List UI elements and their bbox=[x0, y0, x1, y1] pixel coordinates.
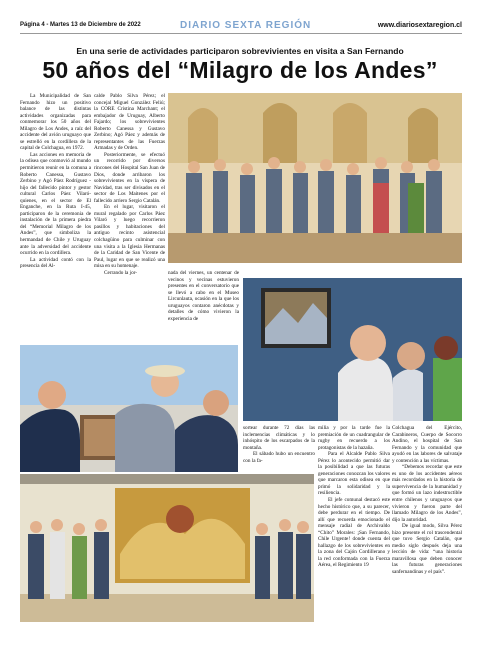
paragraph: calde Pablo Silva Pérez; el concejal Miguel González Feliú; la CORE Cristina Marchant; el embajador de Uruguay, Alberto Fajardo; los sobrevivientes Roberto Canessa y Gustavo Zerbino; Agó Páez y además de representantes de las Fuerzas Armadas y de Orden. bbox=[94, 93, 165, 152]
paragraph: La actividad contó con la presencia del Al- bbox=[20, 256, 91, 270]
header-rule bbox=[20, 33, 462, 34]
paragraph: “Debemos recordar que este es uno de los accidentes aéreos más recordados en la historia de supervivencia de la humanidad y que formó un lazo indestructible entre chilenos y uruguayos que vivieron y fueron parte del llamado Milagro de los Andes”, dijo la autoridad. bbox=[392, 464, 462, 523]
group-photo-mural bbox=[20, 474, 314, 622]
text-column-6 bbox=[392, 425, 462, 630]
text-column-4 bbox=[243, 425, 315, 470]
paragraph: Las acciones en memoria de la odisea que conmovió al mundo permitieron reunir en la comuna a Roberto Canessa, Gustavo Zerbino y Agó Páez Rodríguez -hijo del fallecido pintor y gestor cultural Carlos Páez Vilaró- quienes, en el sector de El Enganche, en la Ruta I-45, participaron de la ceremonia de instalación de la primera piedra del “Memorial Milagro de los Andes”, que simboliza la hermandad de Chile y Uruguay ante la adversidad del accidente ocurrido en la cordillera. bbox=[20, 151, 91, 257]
article-headline: 50 años del “Milagro de los Andes” bbox=[42, 57, 438, 83]
group-photo-church bbox=[168, 93, 462, 263]
paragraph: En el lugar, visitaron el mural regalado por Carlos Páez Vilaró y luego recorrieron pasillos y habitaciones del antiguo recinto asistencial colchagüino para culminar con una visita a la Iglesia Hermanas de la Caridad de San Vicente de Paul, lugar en que se realizó una misa en su homenaje. bbox=[94, 204, 165, 270]
photo-men-with-painting bbox=[20, 345, 238, 472]
text-column-1 bbox=[20, 93, 91, 343]
text-column-3 bbox=[168, 270, 239, 345]
paragraph: nada del viernes, un centenar de vecinos y vecinas estuvieron presentes en el conversatorio que se llevó a cabo en el Museo Lircunlauta, ocasión en la que los uruguayos contaron anécdotas y detalles de cómo vivieron la experiencia de bbox=[168, 270, 239, 322]
page-number-date: Página 4 - Martes 13 de Diciembre de 2022 bbox=[20, 22, 141, 28]
article-kicker: En una serie de actividades participaron sobrevivientes en visita a San Fernando bbox=[76, 46, 404, 56]
paragraph: milia y por la tarde fue la premiación de un cuadrangular de rugby en recuerdo a los protagonistas de la hazaña. bbox=[318, 425, 390, 451]
paragraph: De igual modo, Silva Pérez hizo presente el rol trascendental que tuvo Sergio Catalán, que medio siglo después deja una lección de vida: “una historia maravillosa que deben conocer las futuras generaciones sanfernandinas y el país”. bbox=[392, 523, 462, 576]
text-column-5 bbox=[318, 425, 390, 630]
paragraph: Para el Alcalde Pablo Silva Pérez lo acontecido permitió dar la posibilidad a que las futuras generaciones conozcan los valores que marcaron esta odisea en que primó la solidaridad y la resiliencia. bbox=[318, 451, 390, 497]
paragraph: Cerrando la jor- bbox=[104, 269, 138, 276]
text-column-2 bbox=[94, 93, 165, 343]
paragraph: sortear durante 72 días las inclemencias climáticas y lo inhóspito de los escarpados de la montaña. bbox=[243, 425, 315, 451]
paragraph: La Municipalidad de San Fernando hizo un positivo balance de las distintas actividades organizadas para conmemorar los 50 años del Milagro de Los Andes, a raíz del accidente del avión uruguayo que se estrelló en la cordillera de la capital de Colchagua, en 1972. bbox=[20, 93, 91, 152]
page-header bbox=[20, 20, 462, 34]
paragraph: Posteriormente, se efectuó un recorrido por diversos rincones del Hospital San Juan de Dios, donde arribaron los sobrevivientes en la víspera de Navidad, tras ser divisados en el sector de Los Maitenes por el fallecido arriero Sergio Catalán. bbox=[94, 151, 165, 204]
paragraph: El sábado hubo un encuentro con la fa- bbox=[243, 451, 315, 464]
website-url[interactable]: www.diariosextaregion.cl bbox=[377, 22, 462, 29]
newspaper-name: DIARIO SEXTA REGIÓN bbox=[180, 20, 312, 31]
photo-men-at-mural bbox=[243, 278, 462, 421]
paragraph: El jefe comunal destacó este hecho histórico que, a su parecer, debe perdurar en el tiempo. De allí que recuerda emocionado el mensaje radial de Archivaldo “Chito” Morales: ¡San Fernando, Chile Urgente! donde cuenta del hallazgo de los sobrevivientes en la zona del Cajón Cordillerano y la red conformada con la Fuerza Aérea, el Regimiento 19 bbox=[318, 497, 390, 569]
paragraph: Colchagua del Ejército, Carabineros, Cuerpo de Socorro Andino, el hospital de San Fernando y la comunidad que ayudó en las labores de salvataje y contención a las víctimas. bbox=[392, 425, 462, 464]
